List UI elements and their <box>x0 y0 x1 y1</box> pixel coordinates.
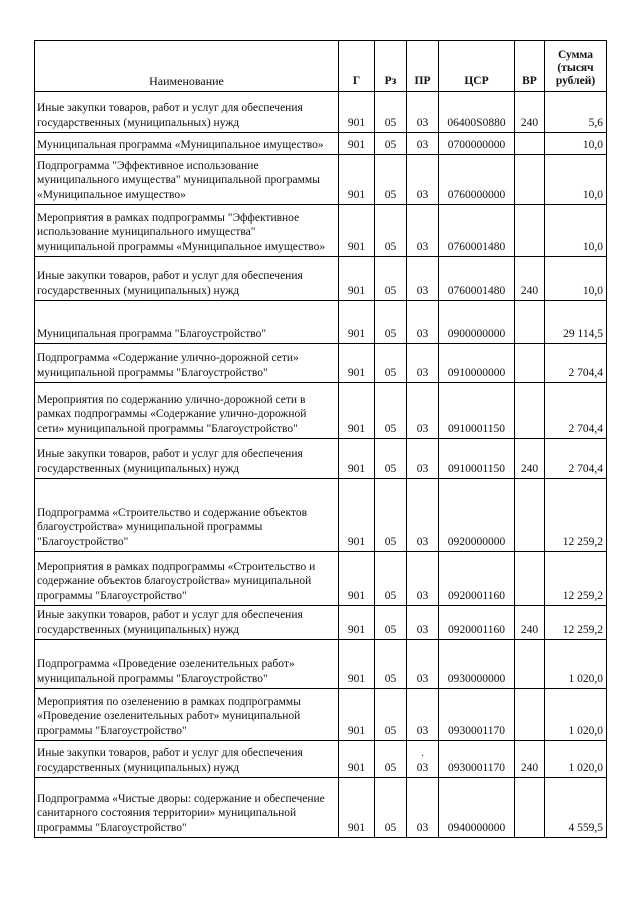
row-csr-cell <box>439 257 515 301</box>
cell-text: 901 <box>347 536 366 548</box>
cell-text: 05 <box>384 423 397 435</box>
cell-text: 05 <box>384 590 397 602</box>
row-g-cell <box>339 689 375 741</box>
row-pr-cell <box>407 92 439 133</box>
cell-text: 03 <box>416 762 429 774</box>
row-sum-cell <box>545 439 607 479</box>
row-sum-cell <box>545 133 607 155</box>
row-vr-cell <box>515 383 545 439</box>
row-g-cell <box>339 155 375 205</box>
row-rz-cell <box>375 479 407 552</box>
cell-text: 03 <box>416 463 429 475</box>
row-pr-cell <box>407 257 439 301</box>
row-csr-cell <box>439 741 515 778</box>
cell-text: 2 704,4 <box>568 423 603 435</box>
row-csr-cell <box>439 479 515 552</box>
table-row <box>35 439 607 479</box>
row-vr-cell <box>515 606 545 640</box>
row-name-cell <box>35 778 339 838</box>
cell-text: 10,0 <box>582 139 603 151</box>
row-csr-cell <box>439 383 515 439</box>
cell-text: 03 <box>416 590 429 602</box>
cell-text: 240 <box>520 624 539 636</box>
row-g-cell <box>339 383 375 439</box>
row-name-cell <box>35 92 339 133</box>
row-vr-cell <box>515 778 545 838</box>
cell-text: 03 <box>416 117 429 129</box>
row-pr-cell <box>407 344 439 383</box>
row-pr-cell <box>407 155 439 205</box>
row-csr-cell <box>439 344 515 383</box>
table-row <box>35 741 607 778</box>
cell-text: 05 <box>384 139 397 151</box>
row-name-cell <box>35 205 339 257</box>
row-pr-cell <box>407 479 439 552</box>
cell-text: 05 <box>384 673 397 685</box>
cell-text: 05 <box>384 463 397 475</box>
cell-text: 240 <box>520 463 539 475</box>
row-name-cell <box>35 155 339 205</box>
row-g-cell <box>339 479 375 552</box>
row-pr-cell <box>407 689 439 741</box>
row-g-cell <box>339 133 375 155</box>
row-pr-cell <box>407 133 439 155</box>
table-row <box>35 257 607 301</box>
cell-text: 03 <box>416 536 429 548</box>
cell-text: 05 <box>384 367 397 379</box>
budget-document <box>34 40 606 838</box>
row-g-cell <box>339 640 375 689</box>
row-sum-cell <box>545 778 607 838</box>
table-row <box>35 479 607 552</box>
cell-text: 03 <box>416 673 429 685</box>
cell-text: Мероприятия в рамках подпрограммы «Строительство и содержание объектов благоустройства» муниципальной программы "Благоустройство" <box>37 560 316 602</box>
cell-text: 1 020,0 <box>568 762 603 774</box>
row-rz-cell <box>375 92 407 133</box>
row-vr-cell <box>515 257 545 301</box>
cell-text: 240 <box>520 762 539 774</box>
row-pr-cell <box>407 383 439 439</box>
row-pr-cell <box>407 640 439 689</box>
cell-text: Мероприятия в рамках подпрограммы "Эффективное использование муниципального имущества" муниципальной программы «Муниципальное имущество» <box>37 211 326 253</box>
cell-text: 0920001160 <box>447 624 506 636</box>
cell-text: 2 704,4 <box>568 463 603 475</box>
cell-text: 03 <box>416 423 429 435</box>
cell-text: 0760000000 <box>447 189 506 201</box>
table-row <box>35 344 607 383</box>
row-name-cell <box>35 741 339 778</box>
table-row <box>35 155 607 205</box>
cell-text: 05 <box>384 328 397 340</box>
cell-text: Иные закупки товаров, работ и услуг для обеспечения государственных (муниципальных) нужд <box>37 448 303 475</box>
row-name-cell <box>35 689 339 741</box>
row-vr-cell <box>515 133 545 155</box>
row-g-cell <box>339 439 375 479</box>
cell-text: 901 <box>347 367 366 379</box>
cell-text: 0930000000 <box>447 673 506 685</box>
cell-text: 0700000000 <box>447 139 506 151</box>
cell-text: 901 <box>347 762 366 774</box>
table-row <box>35 640 607 689</box>
cell-text: 05 <box>384 762 397 774</box>
cell-text: 05 <box>384 536 397 548</box>
cell-text: 4 559,5 <box>568 822 603 834</box>
cell-text: 29 114,5 <box>563 328 603 340</box>
row-g-cell <box>339 606 375 640</box>
row-sum-cell <box>545 155 607 205</box>
cell-text: 10,0 <box>582 285 603 297</box>
cell-text: 03 <box>416 241 429 253</box>
cell-text: 12 259,2 <box>562 624 603 636</box>
cell-text: 05 <box>384 117 397 129</box>
row-name-cell <box>35 301 339 344</box>
row-csr-cell <box>439 640 515 689</box>
cell-text: 0940000000 <box>447 822 506 834</box>
cell-text: Подпрограмма «Проведение озеленительных работ» муниципальной программы "Благоустройство" <box>37 658 295 685</box>
cell-text: 0920001160 <box>447 590 506 602</box>
row-vr-cell <box>515 344 545 383</box>
row-g-cell <box>339 344 375 383</box>
row-vr-cell <box>515 205 545 257</box>
table-row <box>35 92 607 133</box>
row-g-cell <box>339 301 375 344</box>
table-row <box>35 205 607 257</box>
cell-text: 0910001150 <box>447 463 506 475</box>
row-g-cell <box>339 778 375 838</box>
row-pr-cell <box>407 606 439 640</box>
row-vr-cell <box>515 439 545 479</box>
cell-text: 0920000000 <box>447 536 506 548</box>
cell-text: 10,0 <box>582 241 603 253</box>
table-body <box>35 92 607 838</box>
row-vr-cell <box>515 155 545 205</box>
row-name-cell <box>35 552 339 606</box>
cell-text: 5,6 <box>588 117 603 129</box>
cell-text: Иные закупки товаров, работ и услуг для обеспечения государственных (муниципальных) нужд <box>37 102 303 129</box>
row-sum-cell <box>545 552 607 606</box>
header-pr: ПР <box>407 41 439 92</box>
row-vr-cell <box>515 479 545 552</box>
row-name-cell <box>35 257 339 301</box>
cell-text: 03 <box>416 822 429 834</box>
row-csr-cell <box>439 689 515 741</box>
cell-text: 05 <box>384 822 397 834</box>
row-rz-cell <box>375 205 407 257</box>
row-rz-cell <box>375 383 407 439</box>
row-rz-cell <box>375 344 407 383</box>
row-rz-cell <box>375 257 407 301</box>
cell-text: 0760001480 <box>447 241 506 253</box>
table-row <box>35 133 607 155</box>
row-rz-cell <box>375 778 407 838</box>
row-sum-cell <box>545 92 607 133</box>
cell-text: 0930001170 <box>447 725 506 737</box>
row-rz-cell <box>375 741 407 778</box>
row-g-cell <box>339 92 375 133</box>
cell-text: 901 <box>347 624 366 636</box>
row-csr-cell <box>439 778 515 838</box>
cell-text: 901 <box>347 241 366 253</box>
cell-text: 12 259,2 <box>562 590 603 602</box>
table-row <box>35 606 607 640</box>
cell-text: 05 <box>384 725 397 737</box>
table-row <box>35 689 607 741</box>
row-pr-cell <box>407 439 439 479</box>
cell-text: 901 <box>347 189 366 201</box>
row-csr-cell <box>439 606 515 640</box>
cell-text: 03 <box>416 139 429 151</box>
cell-text: 06400S0880 <box>447 117 506 129</box>
cell-text: 901 <box>347 139 366 151</box>
cell-text: 901 <box>347 590 366 602</box>
cell-text: 1 020,0 <box>568 673 603 685</box>
row-csr-cell <box>439 205 515 257</box>
header-name: Наименование <box>35 41 339 92</box>
cell-text: 03 <box>416 189 429 201</box>
cell-text: Иные закупки товаров, работ и услуг для обеспечения государственных (муниципальных) нужд <box>37 747 303 774</box>
cell-text: Муниципальная программа "Благоустройство" <box>37 327 267 340</box>
row-sum-cell <box>545 606 607 640</box>
cell-text: 0760001480 <box>447 285 506 297</box>
cell-text: 05 <box>384 241 397 253</box>
row-name-cell <box>35 383 339 439</box>
row-sum-cell <box>545 741 607 778</box>
row-sum-cell <box>545 640 607 689</box>
cell-text: 0910001150 <box>447 423 506 435</box>
row-csr-cell <box>439 439 515 479</box>
cell-text: Иные закупки товаров, работ и услуг для обеспечения государственных (муниципальных) нужд <box>37 270 303 297</box>
header-sum: Сумма (тысяч рублей) <box>545 41 607 92</box>
row-rz-cell <box>375 133 407 155</box>
row-g-cell <box>339 205 375 257</box>
row-csr-cell <box>439 92 515 133</box>
cell-text: 05 <box>384 285 397 297</box>
cell-text: 0910000000 <box>447 367 506 379</box>
row-sum-cell <box>545 383 607 439</box>
cell-text: 901 <box>347 463 366 475</box>
row-sum-cell <box>545 479 607 552</box>
row-vr-cell <box>515 741 545 778</box>
cell-text: 901 <box>347 117 366 129</box>
row-name-cell <box>35 606 339 640</box>
cell-text: 05 <box>384 624 397 636</box>
cell-text: 2 704,4 <box>568 367 603 379</box>
row-sum-cell <box>545 689 607 741</box>
cell-text: Муниципальная программа «Муниципальное имущество» <box>37 138 324 151</box>
cell-text: Мероприятия по озеленению в рамках подпрограммы «Проведение озеленительных работ» муниципальной программы "Благоустройство" <box>37 695 301 737</box>
header-row <box>35 41 607 92</box>
row-vr-cell <box>515 552 545 606</box>
cell-text: 1 020,0 <box>568 725 603 737</box>
row-rz-cell <box>375 606 407 640</box>
row-pr-cell <box>407 552 439 606</box>
row-sum-cell <box>545 301 607 344</box>
cell-text: Подпрограмма «Содержание улично-дорожной сети» муниципальной программы "Благоустройство" <box>37 352 299 379</box>
cell-text: 240 <box>520 285 539 297</box>
row-name-cell <box>35 479 339 552</box>
header-rz: Рз <box>375 41 407 92</box>
row-name-cell <box>35 439 339 479</box>
row-pr-cell <box>407 741 439 778</box>
header-g: Г <box>339 41 375 92</box>
row-sum-cell <box>545 205 607 257</box>
row-csr-cell <box>439 155 515 205</box>
table-row <box>35 383 607 439</box>
cell-text: 901 <box>347 423 366 435</box>
cell-text: 10,0 <box>582 189 603 201</box>
cell-text: 901 <box>347 285 366 297</box>
row-rz-cell <box>375 301 407 344</box>
row-name-cell <box>35 133 339 155</box>
header-vr: ВР <box>515 41 545 92</box>
cell-text: Иные закупки товаров, работ и услуг для обеспечения государственных (муниципальных) нужд <box>37 609 303 636</box>
row-rz-cell <box>375 155 407 205</box>
row-pr-cell <box>407 205 439 257</box>
cell-text: 03 <box>416 328 429 340</box>
cell-text: 0930001170 <box>447 762 506 774</box>
row-g-cell <box>339 741 375 778</box>
cell-text: 901 <box>347 673 366 685</box>
row-vr-cell <box>515 640 545 689</box>
row-pr-cell <box>407 301 439 344</box>
row-vr-cell <box>515 301 545 344</box>
cell-text: 901 <box>347 328 366 340</box>
cell-text: Подпрограмма «Чистые дворы: содержание и обеспечение санитарного состояния территории» муниципальной программы "Благоустройство" <box>37 792 325 834</box>
cell-text: 0900000000 <box>447 328 506 340</box>
row-vr-cell <box>515 92 545 133</box>
table-row <box>35 301 607 344</box>
cell-text: Подпрограмма "Эффективное использование муниципального имущества" муниципальной программы «Муниципальное имущество» <box>37 159 320 201</box>
row-rz-cell <box>375 439 407 479</box>
cell-text: Мероприятия по содержанию улично-дорожной сети в рамках подпрограммы «Содержание улично-дорожной сети» муниципальной программы "Благоустройство" <box>37 393 307 435</box>
row-csr-cell <box>439 133 515 155</box>
row-rz-cell <box>375 552 407 606</box>
cell-text: 901 <box>347 822 366 834</box>
cell-text: 03 <box>416 285 429 297</box>
cell-text: Подпрограмма «Строительство и содержание объектов благоустройства» муниципальной программы "Благоустройство" <box>37 506 308 548</box>
cell-text: 901 <box>347 725 366 737</box>
stray-mark: · <box>420 751 425 762</box>
row-csr-cell <box>439 301 515 344</box>
row-vr-cell <box>515 689 545 741</box>
row-g-cell <box>339 552 375 606</box>
cell-text: 05 <box>384 189 397 201</box>
row-rz-cell <box>375 640 407 689</box>
cell-text: 03 <box>416 725 429 737</box>
row-pr-cell <box>407 778 439 838</box>
row-rz-cell <box>375 689 407 741</box>
cell-text: 03 <box>416 624 429 636</box>
row-g-cell <box>339 257 375 301</box>
row-name-cell <box>35 344 339 383</box>
cell-text: 240 <box>520 117 539 129</box>
table-row <box>35 778 607 838</box>
row-name-cell <box>35 640 339 689</box>
row-sum-cell <box>545 344 607 383</box>
row-sum-cell <box>545 257 607 301</box>
budget-table <box>34 40 607 838</box>
cell-text: 12 259,2 <box>562 536 603 548</box>
row-csr-cell <box>439 552 515 606</box>
cell-text: 03 <box>416 367 429 379</box>
table-row <box>35 552 607 606</box>
header-csr: ЦСР <box>439 41 515 92</box>
